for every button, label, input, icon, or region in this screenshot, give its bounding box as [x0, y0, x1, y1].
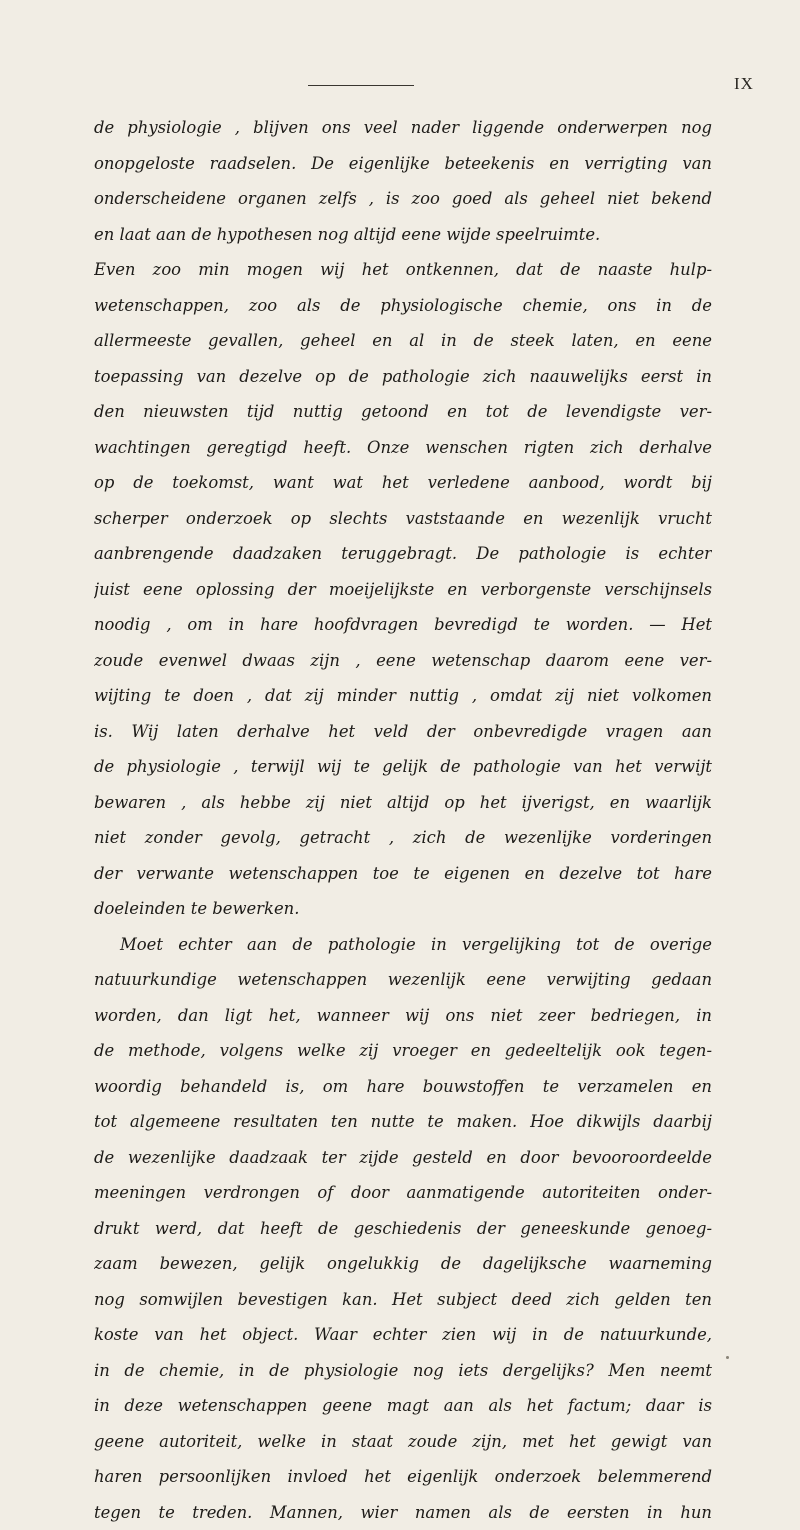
text-line: bewaren , als hebbe zij niet altijd op het ijverigst, en waarlijk: [94, 785, 712, 821]
text-line: tot algemeene resultaten ten nutte te maken. Hoe dikwijls daarbij: [94, 1104, 712, 1140]
text-line: doeleinden te bewerken.: [94, 891, 712, 927]
text-line: zaam bewezen, gelijk ongelukkig de dagelijksche waarneming: [94, 1246, 712, 1282]
text-line: nog somwijlen bevestigen kan. Het subject deed zich gelden ten: [94, 1282, 712, 1318]
text-line: Moet echter aan de pathologie in vergelijking tot de overige: [94, 927, 712, 963]
text-line: natuurkundige wetenschappen wezenlijk eene verwijting gedaan: [94, 962, 712, 998]
paper-speck: [726, 1356, 729, 1359]
text-line: allermeeste gevallen, geheel en al in de steek laten, en eene: [94, 323, 712, 359]
text-line: der verwante wetenschappen toe te eigenen en dezelve tot hare: [94, 856, 712, 892]
text-line: de methode, volgens welke zij vroeger en gedeeltelijk ook tegen-: [94, 1033, 712, 1069]
text-line: in deze wetenschappen geene magt aan als het factum; daar is: [94, 1388, 712, 1424]
text-line: de physiologie , terwijl wij te gelijk de pathologie van het verwijt: [94, 749, 712, 785]
text-line: de wezenlijke daadzaak ter zijde gesteld en door bevooroordeelde: [94, 1140, 712, 1176]
text-line: is. Wij laten derhalve het veld der onbevredigde vragen aan: [94, 714, 712, 750]
text-line: toepassing van dezelve op de pathologie zich naauwelijks eerst in: [94, 359, 712, 395]
text-line: worden, dan ligt het, wanneer wij ons niet zeer bedriegen, in: [94, 998, 712, 1034]
text-line: juist eene oplossing der moeijelijkste en verborgenste verschijnsels: [94, 572, 712, 608]
text-line: onderscheidene organen zelfs , is zoo goed als geheel niet bekend: [94, 181, 712, 217]
text-line: de physiologie , blijven ons veel nader liggende onderwerpen nog: [94, 110, 712, 146]
text-line: zoude evenwel dwaas zijn , eene wetenschap daarom eene ver-: [94, 643, 712, 679]
body-text: [94, 110, 712, 1530]
text-line: wijting te doen , dat zij minder nuttig , omdat zij niet volkomen: [94, 678, 712, 714]
text-line: niet zonder gevolg, getracht , zich de wezenlijke vorderingen: [94, 820, 712, 856]
text-line: geene autoriteit, welke in staat zoude zijn, met het gewigt van: [94, 1424, 712, 1460]
text-line: aanbrengende daadzaken teruggebragt. De pathologie is echter: [94, 536, 712, 572]
text-line: drukt werd, dat heeft de geschiedenis der geneeskunde genoeg-: [94, 1211, 712, 1247]
text-line: scherper onderzoek op slechts vaststaande en wezenlijk vrucht: [94, 501, 712, 537]
header-rule: [308, 85, 414, 86]
text-line: Even zoo min mogen wij het ontkennen, dat de naaste hulp-: [94, 252, 712, 288]
page-number: IX: [734, 74, 754, 94]
text-line: en laat aan de hypothesen nog altijd eene wijde speelruimte.: [94, 217, 712, 253]
text-line: woordig behandeld is, om hare bouwstoffen te verzamelen en: [94, 1069, 712, 1105]
text-line: noodig , om in hare hoofdvragen bevredigd te worden. — Het: [94, 607, 712, 643]
text-line: wetenschappen, zoo als de physiologische chemie, ons in de: [94, 288, 712, 324]
text-line: op de toekomst, want wat het verledene aanbood, wordt bij: [94, 465, 712, 501]
text-line: den nieuwsten tijd nuttig getoond en tot de levendigste ver-: [94, 394, 712, 430]
text-line: wachtingen geregtigd heeft. Onze wenschen rigten zich derhalve: [94, 430, 712, 466]
text-line: onopgeloste raadselen. De eigenlijke beteekenis en verrigting van: [94, 146, 712, 182]
text-line: koste van het object. Waar echter zien wij in de natuurkunde,: [94, 1317, 712, 1353]
page-header: [0, 74, 800, 98]
text-line: meeningen verdrongen of door aanmatigende autoriteiten onder-: [94, 1175, 712, 1211]
text-line: in de chemie, in de physiologie nog iets dergelijks? Men neemt: [94, 1353, 712, 1389]
text-line: tegen te treden. Mannen, wier namen als de eersten in hun: [94, 1495, 712, 1530]
text-line: haren persoonlijken invloed het eigenlijk onderzoek belemmerend: [94, 1459, 712, 1495]
